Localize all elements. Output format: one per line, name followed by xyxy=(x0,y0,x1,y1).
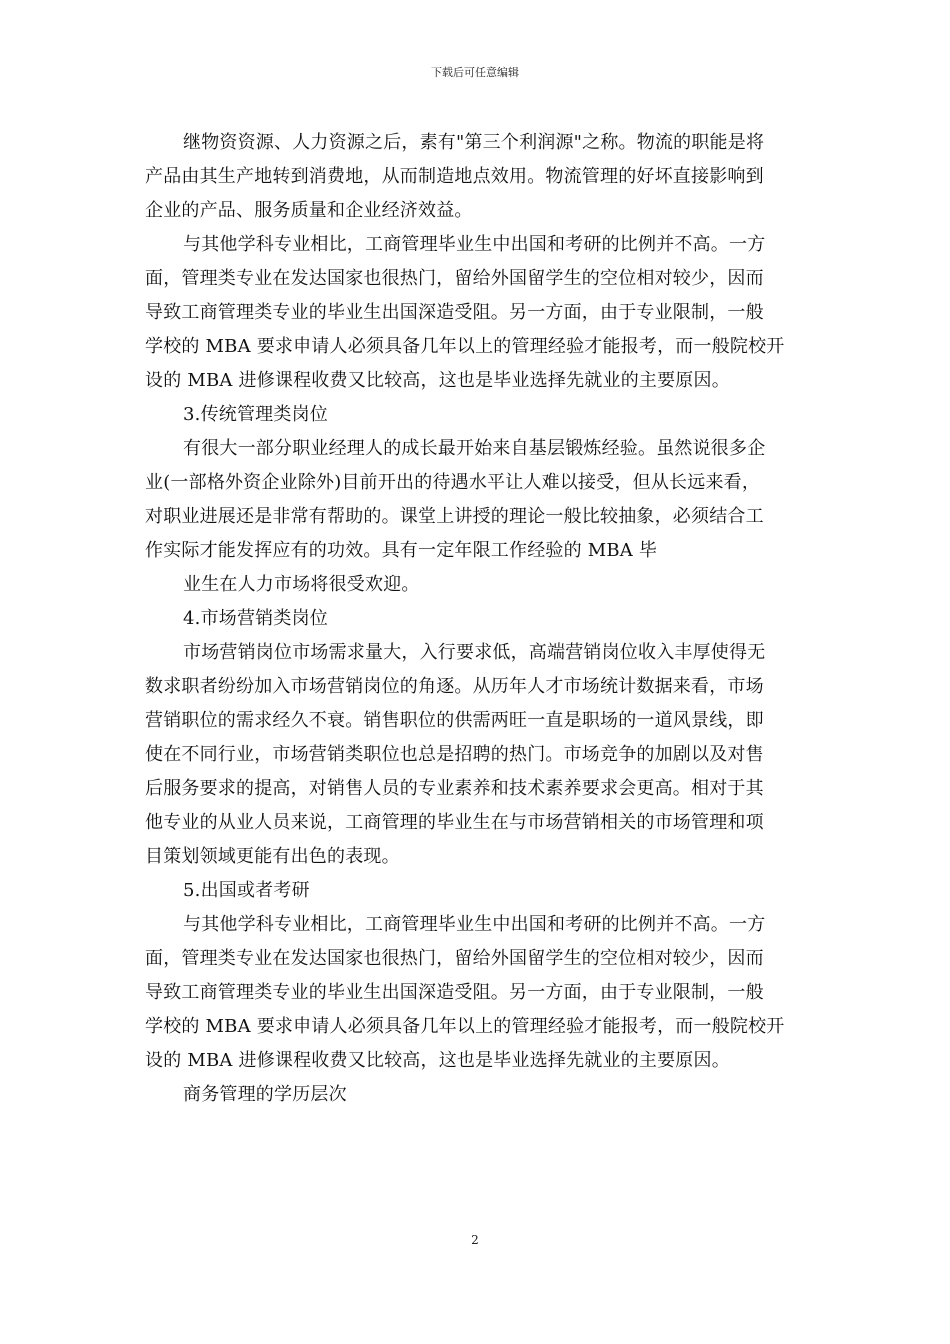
paragraph xyxy=(145,398,809,432)
text-line: 商务管理的学历层次 xyxy=(183,1084,347,1105)
text-line: 导致工商管理类专业的毕业生出国深造受阻。另一方面，由于专业限制，一般 xyxy=(145,302,764,323)
text-line: 学校的 MBA 要求申请人必须具备几年以上的管理经验才能报考，而一般院校开 xyxy=(145,1016,785,1037)
paragraph xyxy=(145,636,809,874)
page-number: 2 xyxy=(471,1233,479,1247)
text-line: 营销职位的需求经久不衰。销售职位的供需两旺一直是职场的一道风景线，即 xyxy=(145,710,764,731)
text-line: 他专业的从业人员来说，工商管理的毕业生在与市场营销相关的市场管理和项 xyxy=(145,812,764,833)
text-line: 与其他学科专业相比，工商管理毕业生中出国和考研的比例并不高。一方 xyxy=(183,914,766,935)
paragraph xyxy=(145,568,809,602)
text-line: 使在不同行业，市场营销类职位也总是招聘的热门。市场竞争的加剧以及对售 xyxy=(145,744,764,765)
text-line: 后服务要求的提高，对销售人员的专业素养和技术素养要求会更高。相对于其 xyxy=(145,778,764,799)
text-line: 5.出国或者考研 xyxy=(183,880,310,901)
paragraph xyxy=(145,908,809,1078)
document-body xyxy=(145,126,809,1112)
paragraph xyxy=(145,602,809,636)
text-line: 3.传统管理类岗位 xyxy=(183,404,328,425)
text-line: 对职业进展还是非常有帮助的。课堂上讲授的理论一般比较抽象，必须结合工 xyxy=(145,506,764,527)
paragraph xyxy=(145,432,809,568)
text-line: 4.市场营销类岗位 xyxy=(183,608,328,629)
text-line: 导致工商管理类专业的毕业生出国深造受阻。另一方面，由于专业限制，一般 xyxy=(145,982,764,1003)
text-line: 面，管理类专业在发达国家也很热门，留给外国留学生的空位相对较少，因而 xyxy=(145,268,764,289)
text-line: 市场营销岗位市场需求量大，入行要求低，高端营销岗位收入丰厚使得无 xyxy=(183,642,766,663)
text-line: 继物资资源、人力资源之后，素有"第三个利润源"之称。物流的职能是将 xyxy=(183,132,765,153)
page-header: 下载后可任意编辑 xyxy=(431,66,519,79)
text-line: 作实际才能发挥应有的功效。具有一定年限工作经验的 MBA 毕 xyxy=(145,540,658,561)
text-line: 面，管理类专业在发达国家也很热门，留给外国留学生的空位相对较少，因而 xyxy=(145,948,764,969)
text-line: 设的 MBA 进修课程收费又比较高，这也是毕业选择先就业的主要原因。 xyxy=(145,370,730,391)
paragraph xyxy=(145,1078,809,1112)
text-line: 有很大一部分职业经理人的成长最开始来自基层锻炼经验。虽然说很多企 xyxy=(183,438,766,459)
paragraph xyxy=(145,228,809,398)
text-line: 产品由其生产地转到消费地，从而制造地点效用。物流管理的好坏直接影响到 xyxy=(145,166,764,187)
text-line: 与其他学科专业相比，工商管理毕业生中出国和考研的比例并不高。一方 xyxy=(183,234,766,255)
text-line: 设的 MBA 进修课程收费又比较高，这也是毕业选择先就业的主要原因。 xyxy=(145,1050,730,1071)
text-line: 学校的 MBA 要求申请人必须具备几年以上的管理经验才能报考，而一般院校开 xyxy=(145,336,785,357)
text-line: 业(一部格外资企业除外)目前开出的待遇水平让人难以接受，但从长远来看， xyxy=(145,472,761,493)
text-line: 业生在人力市场将很受欢迎。 xyxy=(183,574,420,595)
text-line: 目策划领域更能有出色的表现。 xyxy=(145,846,400,867)
text-line: 企业的产品、服务质量和企业经济效益。 xyxy=(145,200,473,221)
paragraph xyxy=(145,126,809,228)
text-line: 数求职者纷纷加入市场营销岗位的角逐。从历年人才市场统计数据来看，市场 xyxy=(145,676,764,697)
paragraph xyxy=(145,874,809,908)
